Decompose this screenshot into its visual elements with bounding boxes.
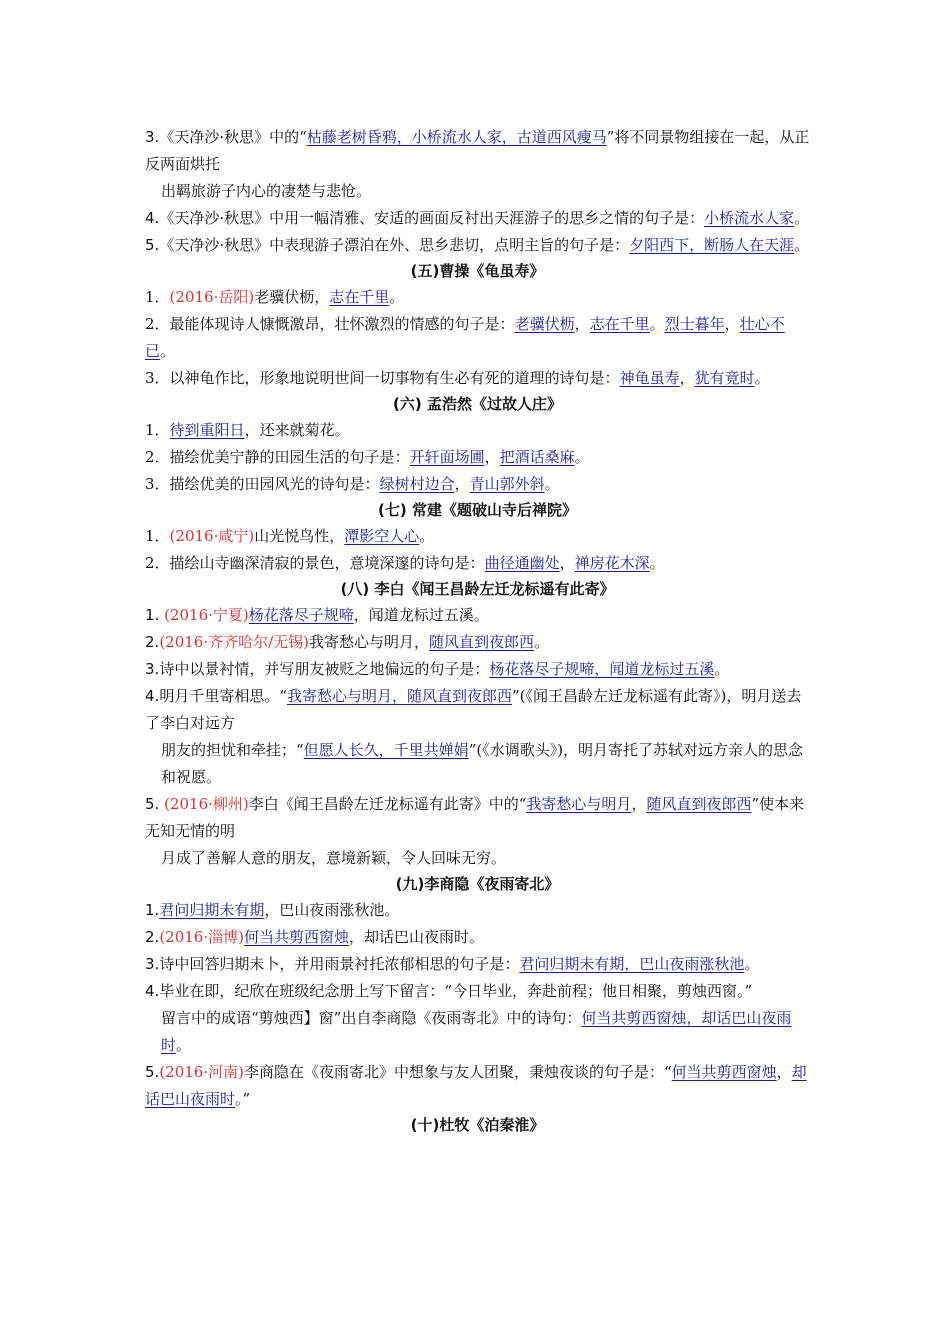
question-text: 出羁旅游子内心的凄楚与悲怆。	[161, 182, 372, 200]
punctuation: 。	[534, 633, 550, 651]
question-text: 留言中的成语“剪烛西】窗”出自李商隐《夜雨寄北》中的诗句：	[161, 1009, 582, 1027]
question-text: 我寄愁心与明月，	[309, 633, 430, 651]
answer-text: 随风直到夜郎西	[646, 795, 752, 813]
item-number: 3.	[145, 128, 160, 146]
punctuation: ，	[559, 554, 575, 572]
question-text: ，闻道龙标过五溪。	[353, 606, 489, 624]
source-tag: (2016·咸宁)	[169, 527, 255, 545]
answer-text: 我寄愁心与明月，随风直到夜郎西	[286, 687, 512, 705]
question-text: ，却话巴山夜雨时。	[348, 928, 484, 946]
answer-text: 志在千里	[329, 288, 390, 306]
punctuation: ，	[484, 448, 500, 466]
item-number: 2．	[145, 554, 170, 572]
s8-item-1	[145, 602, 810, 629]
answer-text: 随风直到夜郎西	[429, 633, 535, 651]
s8-item-5-cont	[145, 845, 810, 872]
punctuation: 。	[794, 236, 810, 254]
answer-text: 何当共剪西窗烛	[243, 928, 349, 946]
s8-item-5	[145, 791, 810, 845]
question-text: 《天净沙·秋思》中的“	[159, 128, 307, 146]
item-number: 4.	[145, 687, 160, 705]
answer-text: 枯藤老树昏鸦，小桥流水人家，古道西风瘦马	[306, 128, 607, 146]
s9-item-5	[145, 1059, 810, 1113]
punctuation: 。	[389, 288, 405, 306]
source-tag: (2016·河南)	[159, 1063, 244, 1081]
item-number: 3．	[145, 369, 170, 387]
answer-text: 烈士暮年	[664, 315, 725, 333]
s5-item-2	[145, 311, 810, 365]
item-number: 4.	[145, 209, 160, 227]
answer-text: 曲径通幽处	[484, 554, 560, 572]
section-heading-7: (七) 常建《题破山寺后禅院》	[378, 501, 577, 519]
punctuation: 。	[754, 369, 770, 387]
punctuation: 。”	[235, 1090, 251, 1108]
document-content	[145, 124, 810, 1138]
s4-item-3	[145, 124, 810, 178]
answer-text: 君问归期未有期	[159, 901, 265, 919]
question-text: ”将不同景物组接在一起，从正反两面烘托	[145, 128, 810, 173]
punctuation: ，	[631, 795, 647, 813]
source-tag: (2016·淄博)	[159, 928, 244, 946]
source-tag: (2016·岳阳)	[169, 288, 255, 306]
punctuation: 。	[544, 475, 560, 493]
punctuation: ，	[776, 1063, 792, 1081]
answer-text: 何当共剪西窗烛，却话巴山夜雨时	[161, 1009, 792, 1054]
s4-item-3-cont	[145, 178, 810, 205]
s7-item-1	[145, 523, 810, 550]
question-text: 《天净沙·秋思》中表现游子漂泊在外、思乡悲切，点明主旨的句子是：	[159, 236, 630, 254]
answer-text: 夕阳西下，断肠人在天涯	[629, 236, 795, 254]
s6-item-2	[145, 444, 810, 471]
s9-item-4	[145, 978, 810, 1005]
answer-text: 把酒话桑麻	[499, 448, 575, 466]
punctuation: 。	[649, 554, 665, 572]
punctuation: 。	[419, 527, 435, 545]
item-number: 1．	[145, 288, 170, 306]
answer-text: 君问归期未有期，巴山夜雨涨秋池	[519, 955, 745, 973]
item-number: 5.	[145, 236, 160, 254]
answer-text: 我寄愁心与明月	[526, 795, 632, 813]
s9-item-4-cont	[145, 1005, 810, 1059]
punctuation: 。	[744, 955, 760, 973]
answer-text: 志在千里	[589, 315, 650, 333]
punctuation: ，	[454, 475, 470, 493]
answer-text: 青山郭外斜	[469, 475, 545, 493]
question-text: 月成了善解人意的朋友，意境新颖，令人回味无穷。	[161, 849, 507, 867]
answer-text: 开轩面场圃	[409, 448, 485, 466]
s9-item-3	[145, 951, 810, 978]
question-text: 朋友的担忧和牵挂；“	[161, 741, 304, 759]
item-number: 5.	[145, 795, 160, 813]
item-number: 3．	[145, 475, 170, 493]
section-heading-8: (八) 李白《闻王昌龄左迁龙标遥有此寄》	[340, 580, 615, 598]
question-text: 李商隐在《夜雨寄北》中想象与友人团聚，秉烛夜谈的句子是：“	[243, 1063, 672, 1081]
answer-text: 何当共剪西窗烛	[671, 1063, 777, 1081]
question-text: 《天净沙·秋思》中用一幅清雅、安适的画面反衬出天涯游子的思乡之情的句子是：	[159, 209, 705, 227]
s8-item-2	[145, 629, 810, 656]
answer-text: 神龟虽寿	[619, 369, 680, 387]
item-number: 5.	[145, 1063, 160, 1081]
question-text: 毕业在即，纪欣在班级纪念册上写下留言：“今日毕业，奔赴前程；他日相聚，剪烛西窗。”	[159, 982, 753, 1000]
s6-item-3	[145, 471, 810, 498]
question-text: 以神龟作比，形象地说明世间一切事物有生必有死的道理的诗句是：	[169, 369, 620, 387]
item-number: 2.	[145, 928, 160, 946]
punctuation: ，	[574, 315, 590, 333]
answer-text: 壮心不已	[145, 315, 785, 360]
s6-item-1	[145, 417, 810, 444]
item-number: 1．	[145, 421, 170, 439]
question-text: 诗中回答归期未卜，并用雨景衬托浓郁相思的句子是：	[159, 955, 520, 973]
question-text: 最能体现诗人慷慨激昂，壮怀激烈的情感的句子是：	[169, 315, 515, 333]
s4-item-5	[145, 232, 810, 259]
punctuation: 。	[160, 342, 176, 360]
item-number: 2．	[145, 448, 170, 466]
answer-text: 犹有竟时	[694, 369, 755, 387]
question-text: ”(《闻王昌龄左迁龙标遥有此寄》)，明月送去了李白对远方	[145, 687, 802, 732]
s7-item-2	[145, 550, 810, 577]
s8-item-4-cont	[145, 737, 810, 791]
answer-text: 禅房花木深	[574, 554, 650, 572]
item-number: 1．	[145, 527, 170, 545]
punctuation: 。	[574, 448, 590, 466]
s9-item-2	[145, 924, 810, 951]
s9-item-1	[145, 897, 810, 924]
question-text: ，巴山夜雨涨秋池。	[264, 901, 400, 919]
answer-text: 小桥流水人家	[704, 209, 795, 227]
answer-text: 杨花落尽子规啼，闻道龙标过五溪	[489, 660, 715, 678]
section-heading-5: (五)曹操《龟虽寿》	[410, 262, 545, 280]
item-number: 3.	[145, 660, 160, 678]
answer-text: 老骥伏枥	[514, 315, 575, 333]
s5-item-1	[145, 284, 810, 311]
item-number: 2.	[145, 633, 160, 651]
item-number: 2．	[145, 315, 170, 333]
section-heading-6: (六) 孟浩然《过故人庄》	[393, 395, 562, 413]
punctuation: 。	[176, 1036, 192, 1054]
answer-text: 杨花落尽子规啼	[248, 606, 354, 624]
answer-text: 绿树村边合	[379, 475, 455, 493]
section-heading-10: (十)杜牧《泊秦淮》	[410, 1116, 545, 1134]
section-heading-9: (九)李商隐《夜雨寄北》	[395, 875, 560, 893]
question-text: 明月千里寄相思。“	[159, 687, 287, 705]
answer-text: 却话巴山夜雨时	[145, 1063, 807, 1108]
punctuation: 。	[794, 209, 810, 227]
punctuation: 。	[714, 660, 730, 678]
source-tag: (2016·齐齐哈尔/无锡)	[159, 633, 310, 651]
item-number: 3.	[145, 955, 160, 973]
answer-text: 待到重阳日	[169, 421, 245, 439]
answer-text: 但愿人长久，千里共婵娟	[303, 741, 469, 759]
question-text: 诗中以景衬情，并写朋友被贬之地偏远的句子是：	[159, 660, 490, 678]
punctuation: ，	[724, 315, 740, 333]
answer-text: 潭影空人心	[344, 527, 420, 545]
source-tag: (2016·宁夏)	[164, 606, 249, 624]
s8-item-4	[145, 683, 810, 737]
question-text: 老骥伏枥，	[254, 288, 330, 306]
item-number: 4.	[145, 982, 160, 1000]
question-text: ，还来就菊花。	[244, 421, 350, 439]
s5-item-3	[145, 365, 810, 392]
question-text: 李白《闻王昌龄左迁龙标遥有此寄》中的“	[248, 795, 527, 813]
punctuation: ，	[679, 369, 695, 387]
s8-item-3	[145, 656, 810, 683]
source-tag: (2016·柳州)	[164, 795, 249, 813]
question-text: 山光悦鸟性，	[254, 527, 345, 545]
question-text: 描绘山寺幽深清寂的景色，意境深邃的诗句是：	[169, 554, 485, 572]
item-number: 1.	[145, 606, 160, 624]
punctuation: 。	[649, 315, 665, 333]
question-text: ”(《水调歌头》)，明月寄托了苏轼对远方亲人的思念和祝愿。	[161, 741, 804, 786]
question-text: ”使本来无知无情的明	[145, 795, 805, 840]
question-text: 描绘优美宁静的田园生活的句子是：	[169, 448, 410, 466]
question-text: 描绘优美的田园风光的诗句是：	[169, 475, 380, 493]
s4-item-4	[145, 205, 810, 232]
item-number: 1.	[145, 901, 160, 919]
